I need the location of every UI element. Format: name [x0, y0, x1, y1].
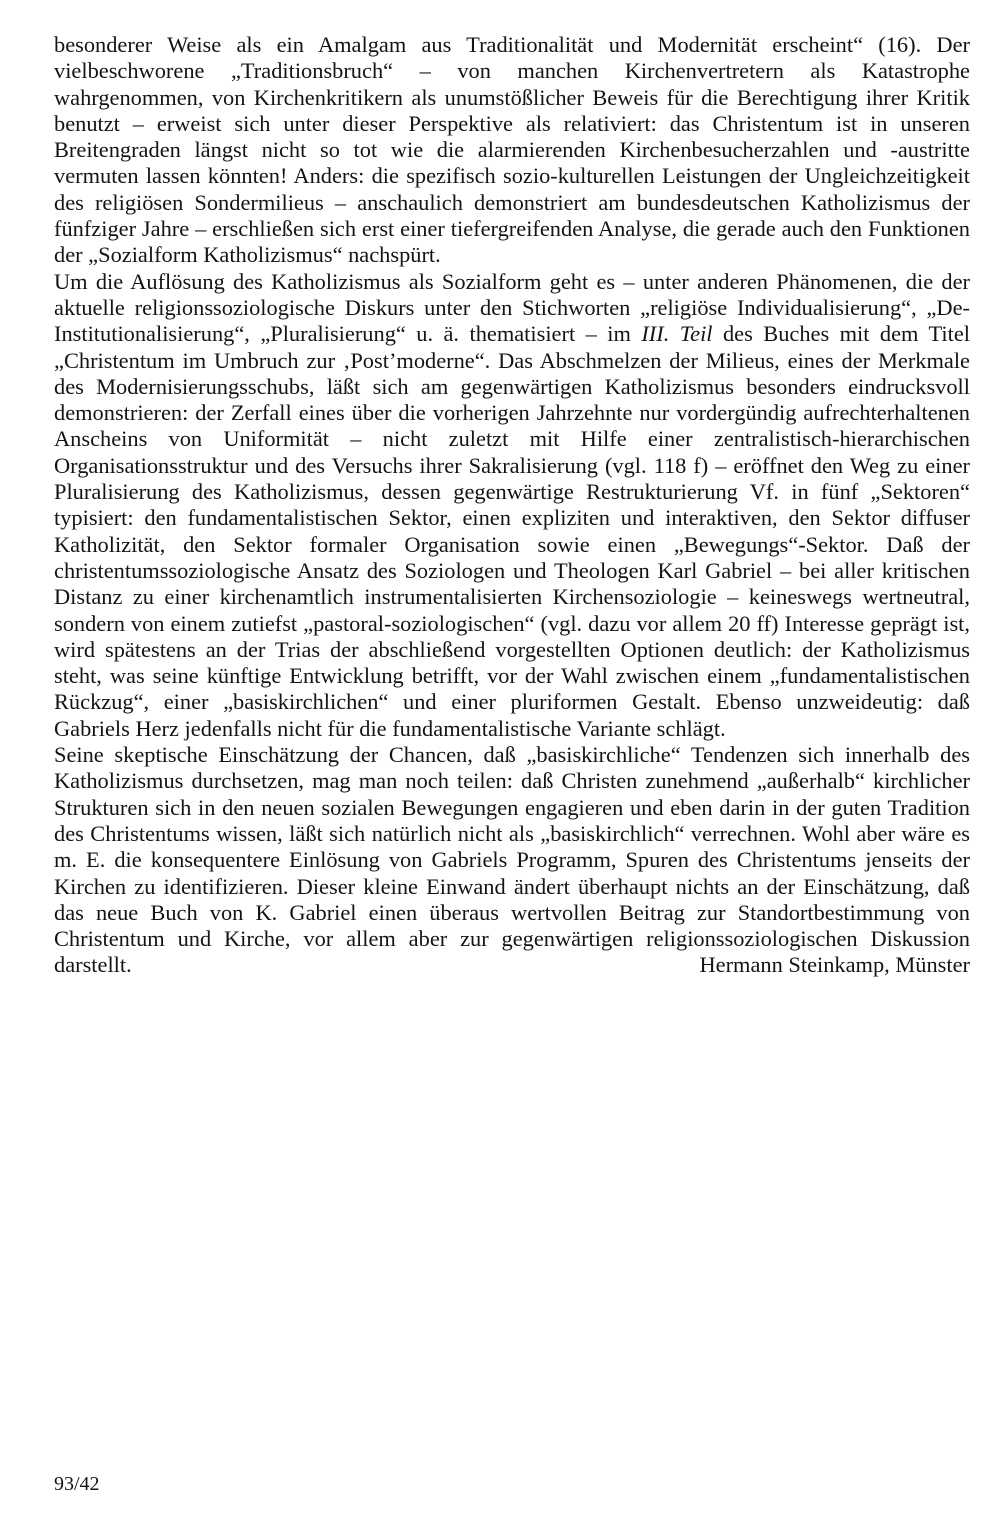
- part-reference: III. Teil: [641, 321, 713, 347]
- reviewer-signature: Hermann Steinkamp, Münster: [699, 952, 970, 978]
- review-text: [54, 32, 970, 979]
- paragraph-3: [54, 742, 970, 979]
- paragraph-3-text: Seine skeptische Einschätzung der Chancen, daß „basiskirchliche“ Tendenzen sich innerhalb des Katholizismus durchsetzen, mag man noch teilen: daß Christen zunehmend „außerhalb“ kirchlicher Strukturen sich in den neuen sozialen Bewegungen engagieren und eben darin in der guten Tradition des Christentums wissen, läßt sich natürlich nicht als „basiskirchlich“ verrechnen. Wohl aber wäre es m. E. die konsequentere Einlösung von Gabriels Programm, Spuren des Christentums jenseits der Kirchen zu identifizieren. Dieser kleine Einwand ändert überhaupt nichts an der Einschätzung, daß das neue Buch von K. Gabriel einen überaus wertvollen Beitrag zur Standortbestimmung von Christentum und Kirche, vor allem aber zur gegenwärtigen religionssoziologischen Diskussion darstellt.: [54, 742, 970, 978]
- page-number: 93/42: [54, 1473, 100, 1495]
- paragraph-2-after-part: des Buches mit dem Titel „Christentum im Umbruch zur ‚Post’moderne“. Das Abschmelzen der Milieus, eines der Merkmale des Modernisierungsschubs, läßt sich am gegenwärtigen Katholizismus besonders eindrucksvoll demonstrieren: der Zerfall eines über die vorherigen Jahrzehnte nur vordergündig aufrechterhaltenen Anscheins von Uniformität – nicht zuletzt mit Hilfe einer zentralistisch-hierarchischen Organisationsstruktur und des Versuchs ihrer Sakralisierung (vgl. 118 f) – eröffnet den Weg zu einer Pluralisierung des Katholizismus, dessen gegenwärtige Restrukturierung Vf. in fünf „Sektoren“ typisiert: den fundamentalistischen Sektor, einen expliziten und interaktiven, den Sektor diffuser Katholizität, den Sektor formaler Organisation sowie einen „Bewegungs“-Sektor. Daß der christentumssoziologische Ansatz des Soziologen und Theologen Karl Gabriel – bei aller kritischen Distanz zu einer kirchenamtlich instrumentalisierten Kirchensoziologie – keineswegs wertneutral, sondern von einem zutiefst „pastoral-soziologischen“ (vgl. dazu vor allem 20 ff) Interesse geprägt ist, wird spätestens an der Trias der abschließend vorgestellten Optionen deutlich: der Katholizismus steht, was seine künftige Entwicklung betrifft, vor der Wahl zwischen einem „fundamentalistischen Rückzug“, einer „basiskirchlichen“ und einer pluriformen Gestalt. Ebenso unzweideutig: daß Gabriels Herz jedenfalls nicht für die fundamentalistische Variante schlägt.: [54, 321, 970, 741]
- paragraph-2: [54, 269, 970, 742]
- paragraph-1: besonderer Weise als ein Amalgam aus Traditionalität und Modernität erscheint“ (16). Der vielbeschworene „Traditionsbruch“ – von manchen Kirchenvertretern als Katastrophe wahrgenommen, von Kirchenkritikern als unumstößlicher Beweis für die Berechtigung ihrer Kritik benutzt – erweist sich unter dieser Perspektive als relativiert: das Christentum ist in unseren Breitengraden längst nicht so tot wie die alarmierenden Kirchenbesucherzahlen und -austritte vermuten lassen könnten! Anders: die spezifisch sozio-kulturellen Leistungen der Ungleichzeitigkeit des religiösen Sondermilieus – anschaulich demonstriert am bundesdeutschen Katholizismus der fünfziger Jahre – erschließen sich erst einer tiefergreifenden Analyse, die gerade auch den Funktionen der „Sozialform Katholizismus“ nachspürt.: [54, 32, 970, 268]
- paragraph-2-before-part: Um die Auflösung des Katholizismus als Sozialform geht es – unter anderen Phänomenen, die der aktuelle religionssoziologische Diskurs unter den Stichworten „religiöse Individualisierung“, „De-Institutionalisierung“, „Pluralisierung“ u. ä. thematisiert – im: [54, 268, 970, 347]
